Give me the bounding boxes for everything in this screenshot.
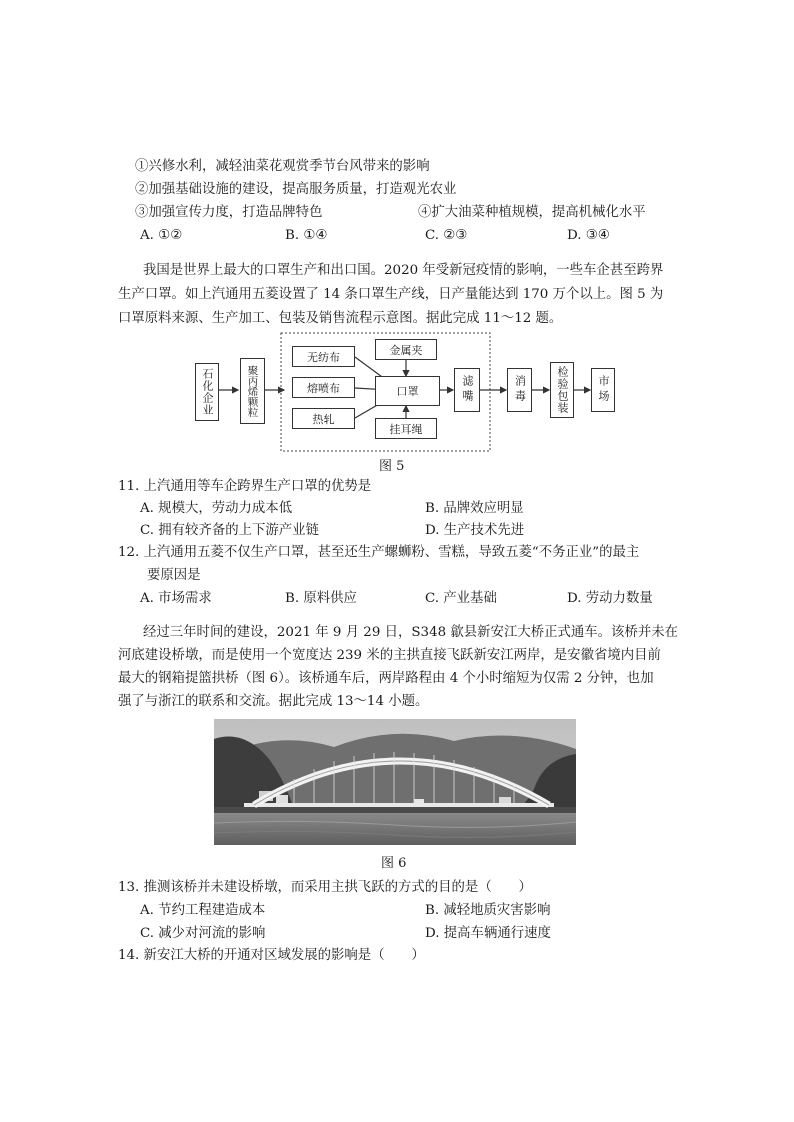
option-1: ①兴修水利，减轻油菜花观赏季节台风带来的影响 [135, 159, 430, 174]
q12-option-b: B. 原料供应 [285, 591, 357, 606]
q13-option-c: C. 减少对河流的影响 [140, 926, 266, 941]
q11-option-b: B. 品牌效应明显 [425, 501, 524, 516]
box-mask: 口罩 [375, 376, 440, 406]
box-polypropylene: 聚丙烯颗粒 [240, 358, 265, 424]
option-4: ④扩大油菜种植规模，提高机械化水平 [418, 205, 646, 220]
figure6-bridge-photo [214, 719, 576, 845]
box-metal-clip: 金属夹 [375, 339, 437, 360]
passage1-line-2: 生产口罩。如上汽通用五菱设置了 14 条口罩生产线，日产量能达到 170 万个以上。图 5 为 [118, 287, 664, 302]
q11-option-c: C. 拥有较齐备的上下游产业链 [140, 523, 319, 538]
option-3: ③加强宣传力度，打造品牌特色 [135, 205, 323, 220]
q13-option-b: B. 减轻地质灾害影响 [425, 903, 551, 918]
passage2-line-4: 强了与浙江的联系和交流。据此完成 13～14 小题。 [118, 694, 429, 709]
q14-stem: 14. 新安江大桥的开通对区域发展的影响是（ ） [118, 948, 425, 963]
q12-stem-line-1: 12. 上汽通用五菱不仅生产口罩，甚至还生产螺蛳粉、雪糕，导致五菱“不务正业”的最主 [118, 545, 640, 560]
box-inspect-pack: 检验包装 [550, 362, 574, 418]
box-petrochemical: 石化企业 [195, 363, 219, 421]
q11-option-d: D. 生产技术先进 [425, 523, 525, 538]
figure6-caption: 图 6 [381, 856, 407, 871]
choice-c: C. ②③ [425, 228, 468, 243]
q13-option-a: A. 节约工程建造成本 [140, 903, 266, 918]
passage1-line-3: 口罩原料来源、生产加工、包装及销售流程示意图。据此完成 11～12 题。 [118, 311, 563, 326]
choice-b: B. ①④ [285, 228, 328, 243]
q13-option-d: D. 提高车辆通行速度 [425, 926, 551, 941]
box-filter: 滤嘴 [454, 368, 480, 412]
q11-stem: 11. 上汽通用等车企跨界生产口罩的优势是 [118, 479, 372, 494]
q12-option-d: D. 劳动力数量 [567, 591, 653, 606]
passage2-line-3: 最大的钢箱提篮拱桥（图 6）。该桥通车后，两岸路程由 4 个小时缩短为仅需 2 分钟，也加 [118, 671, 654, 686]
passage1-line-1: 我国是世界上最大的口罩生产和出口国。2020 年受新冠疫情的影响，一些车企甚至跨界 [143, 263, 664, 278]
passage2-line-2: 河底建设桥墩，而是使用一个宽度达 239 米的主拱直接飞跃新安江两岸，是安徽省境内目前 [118, 648, 661, 663]
box-disinfect: 消毒 [507, 368, 532, 412]
box-nonwoven: 无纺布 [292, 346, 355, 367]
box-market: 市场 [591, 368, 615, 412]
q12-stem-line-2: 要原因是 [147, 568, 201, 583]
q13-stem: 13. 推测该桥并未建设桥墩，而采用主拱飞跃的方式的目的是（ ） [118, 880, 532, 895]
q12-option-c: C. 产业基础 [425, 591, 497, 606]
box-ear-loop: 挂耳绳 [375, 418, 437, 439]
bridge-illustration [214, 719, 576, 845]
figure5-caption: 图 5 [379, 459, 405, 474]
option-2: ②加强基础设施的建设，提高服务质量，打造观光农业 [135, 182, 457, 197]
box-hotroll: 热轧 [292, 408, 355, 429]
choice-d: D. ③④ [567, 228, 610, 243]
figure5-diagram [190, 330, 630, 455]
box-meltblown: 熔喷布 [292, 377, 355, 398]
passage2-line-1: 经过三年时间的建设，2021 年 9 月 29 日，S348 歙县新安江大桥正式通车。该桥并未在 [143, 625, 679, 640]
choice-a: A. ①② [140, 228, 183, 243]
q12-option-a: A. 市场需求 [140, 591, 212, 606]
q11-option-a: A. 规模大，劳动力成本低 [140, 501, 293, 516]
